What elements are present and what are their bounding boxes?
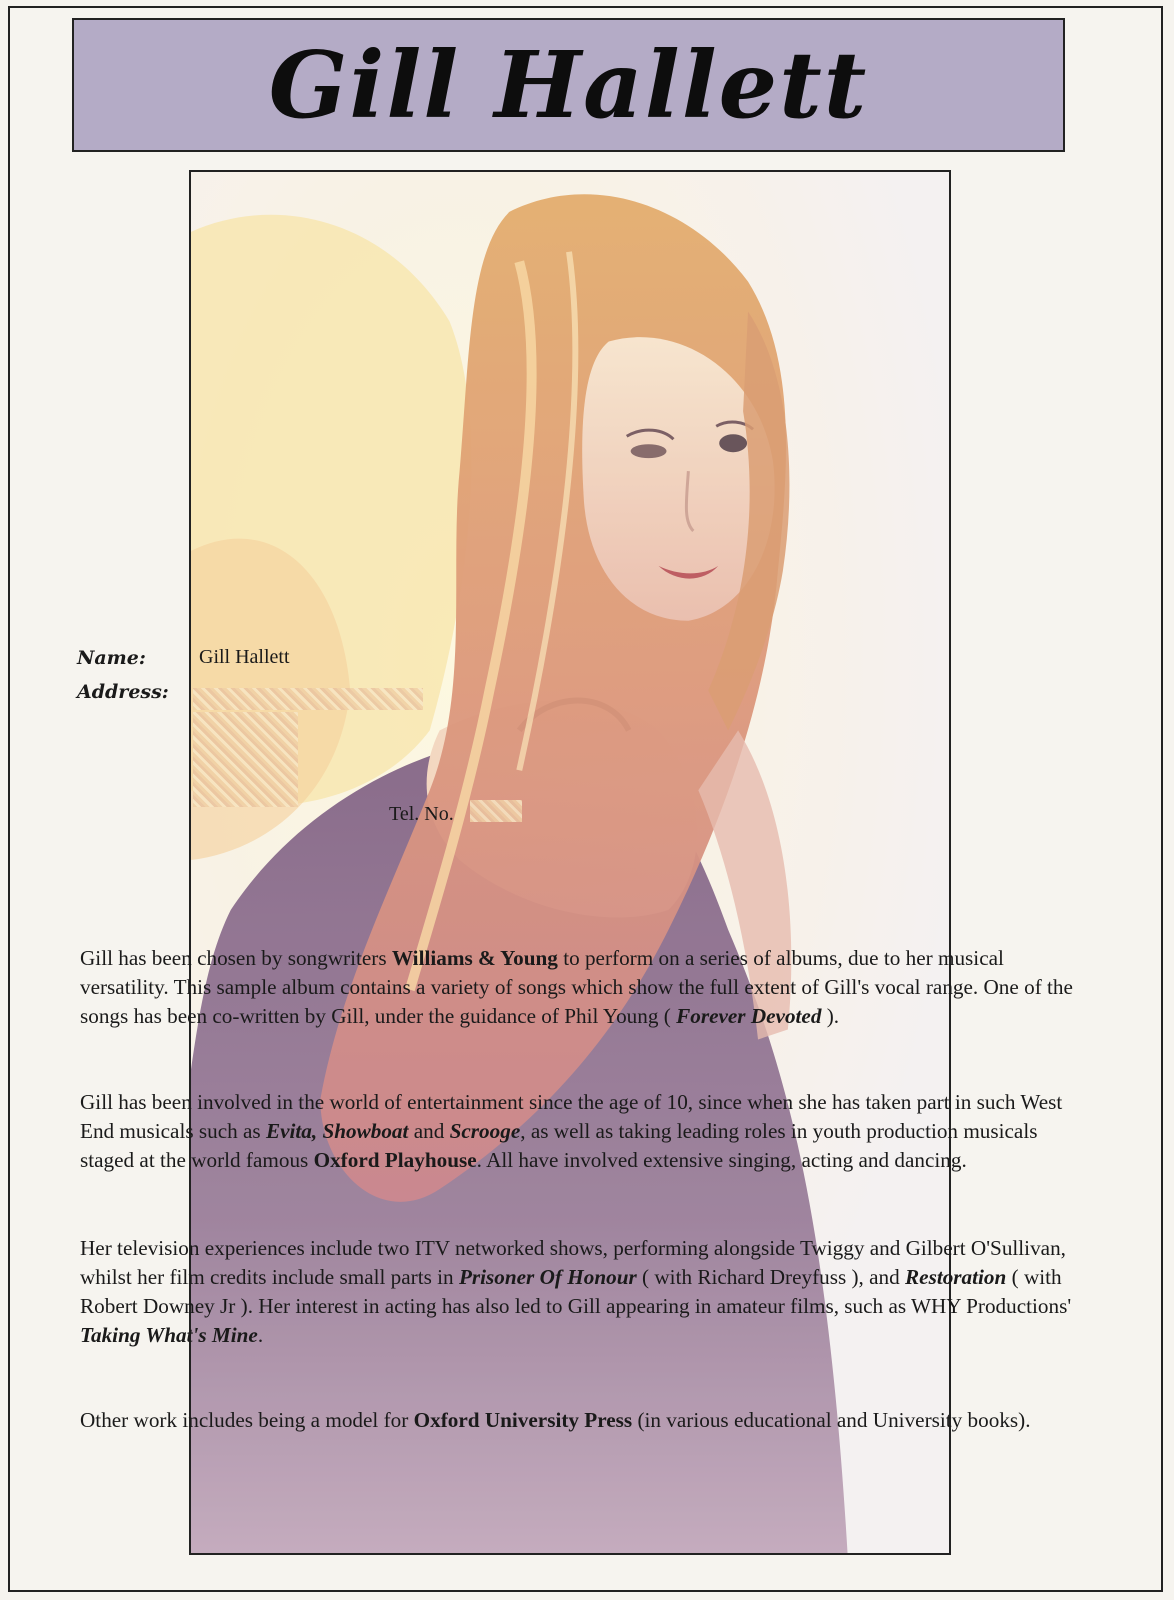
address-label: Address: <box>77 681 169 703</box>
name-value: Gill Hallett <box>199 646 290 668</box>
bio-paragraph-3: Her television experiences include two ITV networked shows, performing alongside Twiggy and Gilbert O'Sullivan, whilst her film credits include small parts in Prisoner Of Honour ( with Richard Dreyfuss ), and Restoration ( with Robert Downey Jr ). Her interest in acting has also led to Gill appearing in amateur films, such as WHY Productions' Taking What's Mine. <box>80 1236 1072 1347</box>
page-title: Gill Hallett <box>268 31 869 139</box>
name-label: Name: <box>77 647 146 669</box>
bio-paragraph-2: Gill has been involved in the world of entertainment since the age of 10, since when she has taken part in such West End musicals such as Evita, Showboat and Scrooge, as well as taking leading roles in youth production musicals staged at the world famous Oxford Playhouse. All have involved extensive singing, acting and dancing. <box>80 1090 1063 1172</box>
bio-paragraph-1: Gill has been chosen by songwriters Williams & Young to perform on a series of albums, due to her musical versatility. This sample album contains a variety of songs which show the full extent of Gill's vocal range. One of the songs has been co-written by Gill, under the guidance of Phil Young ( Forever Devoted ). <box>80 946 1073 1028</box>
bio-paragraph-4: Other work includes being a model for Oxford University Press (in various educational and University books). <box>80 1408 1031 1432</box>
redacted-tel <box>470 800 522 822</box>
tel-label: Tel. No. <box>389 803 454 825</box>
redacted-address-block <box>193 712 298 807</box>
redacted-address-line <box>193 688 423 710</box>
